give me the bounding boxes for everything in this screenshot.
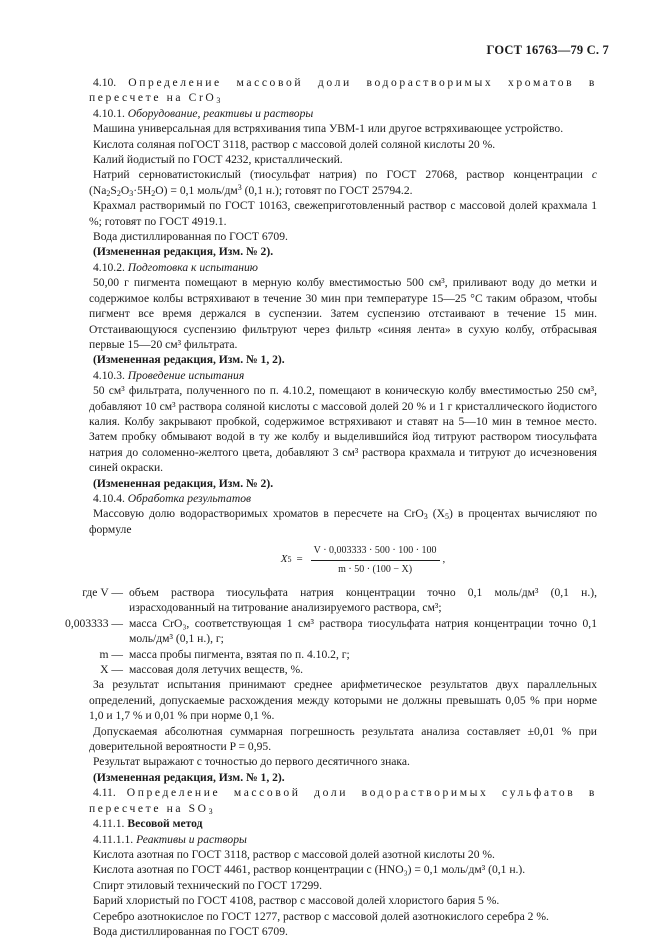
- reagent-thiosulfate: Натрий серноватистокислый (тиосульфат натрия) по ГОСТ 27068, раствор концентрации c $(Na_2S_2O_3\cdot 5H_2O) = 0,1$ моль/$дм^3$ (0,1 н.); готовят по ГОСТ 25794.2.: [89, 168, 597, 198]
- calculation-intro: Массовую долю водорастворимых хроматов в пересчете на CrO$_3$ $(X_5)$ в процентах вычисляют по формуле: [89, 507, 597, 536]
- reagent-starch: Крахмал растворимый по ГОСТ 10163, свежеприготовленный раствор с массовой долей крахмала 1 %; готовят по ГОСТ 4919.1.: [89, 199, 597, 228]
- result-rule: За результат испытания принимают среднее арифметическое результатов двух параллельных определений, допускаемые расхождения между которыми не должны превышать 0,05 % при норме 1,0 и 1,7 % и 0,01 % при норме 0,1 %.: [89, 678, 597, 723]
- section-4-10-title: Определение массовой доли водорастворимых хроматов в пересчете на CrO$_3$: [89, 76, 597, 106]
- formula-denominator: m · 50 · (100 − X): [338, 563, 413, 575]
- edition-note-3: (Измененная редакция, Изм. № 2).: [93, 476, 274, 490]
- precision-rule: Результат выражают с точностью до первого десятичного знака.: [93, 755, 410, 769]
- edition-note-4: (Измененная редакция, Изм. № 1, 2).: [93, 770, 285, 784]
- reagent-nitric-01: Кислота азотная по ГОСТ 4461, раствор концентрации c (HNO₃) = 0,1 моль/дм³ (0,1 н.).: [93, 863, 526, 877]
- variable-definition: 0,003333 — масса CrO₃, соответствующая 1 см³ раствора тиосульфата натрия концентрации точно 0,1 моль/дм³ (0,1 н.), г;: [65, 616, 597, 646]
- variable-definition: где V — объем раствора тиосульфата натрия концентрации точно 0,1 моль/дм³ (0,1 н.), израсходованный на титрование анализируемого раствора, см³;: [82, 586, 597, 615]
- section-4-10-heading: 4.10. Определение массовой доли водорастворимых хроматов в пересчете на CrO$_3$: [89, 76, 597, 106]
- section-4-11-heading: 4.11. Определение массовой доли водорастворимых сульфатов в пересчете на $SO_3$: [89, 786, 597, 816]
- reagent-ethanol: Спирт этиловый технический по ГОСТ 17299.: [93, 878, 322, 892]
- variable-definition: X — массовая доля летучих веществ, %.: [100, 663, 304, 677]
- preparation-text: 50,00 г пигмента помещают в мерную колбу вместимостью 500 см³, приливают воду до метки и содержимое колбы встряхивают в течение 30 мин при температуре 15—25 °С таким образом, чтобы пигмент все время держался в суспензии. Затем суспензию отстаивают в течение 15 мин. Отстаивающуюся суспензию фильтруют через фильтр «синяя лента» в сухую колбу, отбрасывая первые 15—20 см³ фильтрата.: [89, 276, 597, 351]
- edition-note-1: (Измененная редакция, Изм. № 2).: [93, 245, 274, 259]
- section-4-10-4-heading: 4.10.4. Обработка результатов: [93, 491, 252, 505]
- test-procedure-text: 50 см³ фильтрата, полученного по п. 4.10.2, помещают в коническую колбу вместимостью 250 см³, добавляют 10 см³ раствора соляной кислоты с массовой долей 20 % и 1 г кристаллического йодистого калия. Колбу закрывают пробкой, содержимое встряхивают и ставят на 5—10 мин в темное место. Затем пробку обмывают водой в ту же колбу и выделившийся йод титруют раствором тиосульфата натрия до соломенно-желтого цвета, добавляют 3 см³ раствора крахмала и титруют до исчезновения синей окраски.: [89, 384, 597, 475]
- variable-definition: m — масса пробы пигмента, взятая по п. 4.10.2, г;: [99, 647, 350, 661]
- reagent-hcl: Кислота соляная поГОСТ 3118, раствор с массовой долей соляной кислоты 20 %.: [93, 137, 496, 151]
- section-4-10-2-heading: 4.10.2. Подготовка к испытанию: [93, 260, 258, 274]
- reagent-agno3: Серебро азотнокислое по ГОСТ 1277, раствор с массовой долей азотнокислого серебра 2 %.: [93, 909, 549, 923]
- formula-numerator: V · 0,003333 · 500 · 100 · 100: [311, 543, 440, 560]
- reagent-water: Вода дистиллированная по ГОСТ 6709.: [93, 230, 288, 244]
- error-rule: Допускаемая абсолютная суммарная погрешность результата анализа составляет ±0,01 % при доверительной вероятности P = 0,95.: [89, 724, 597, 754]
- page-header: ГОСТ 16763—79 С. 7: [486, 43, 609, 57]
- reagent-ki: Калий йодистый по ГОСТ 4232, кристаллический.: [93, 153, 343, 167]
- section-4-10-1-heading: 4.10.1. Оборудование, реактивы и растворы: [93, 106, 314, 120]
- edition-note-2: (Измененная редакция, Изм. № 1, 2).: [93, 353, 285, 367]
- reagent-nitric-20: Кислота азотная по ГОСТ 3118, раствор с массовой долей азотной кислоты 20 %.: [93, 847, 495, 861]
- section-4-11-1-1-heading: 4.11.1.1. Реактивы и растворы: [93, 832, 247, 846]
- equipment-shaker: Машина универсальная для встряхивания типа УВМ-1 или другое встряхивающее устройство.: [93, 122, 564, 136]
- section-4-11-title: Определение массовой доли водорастворимых сульфатов в пересчете на $SO_3$: [89, 786, 597, 816]
- section-4-10-3-heading: 4.10.3. Проведение испытания: [93, 368, 245, 382]
- section-4-11-1-heading: 4.11.1. Весовой метод: [93, 817, 203, 831]
- chromate-formula: X 5 = $\frac{V \cdot 0,003333 \cdot 500 \cdot 100 \cdot 100}{m \cdot 50 \cdot (100 - X)}$ ,: [89, 543, 597, 577]
- reagent-water-2: Вода дистиллированная по ГОСТ 6709.: [93, 924, 288, 938]
- page-content: [65, 75, 597, 939]
- reagent-bacl2: Барий хлористый по ГОСТ 4108, раствор с массовой долей хлористого бария 5 %.: [93, 894, 500, 908]
- formula-fraction: [311, 543, 440, 577]
